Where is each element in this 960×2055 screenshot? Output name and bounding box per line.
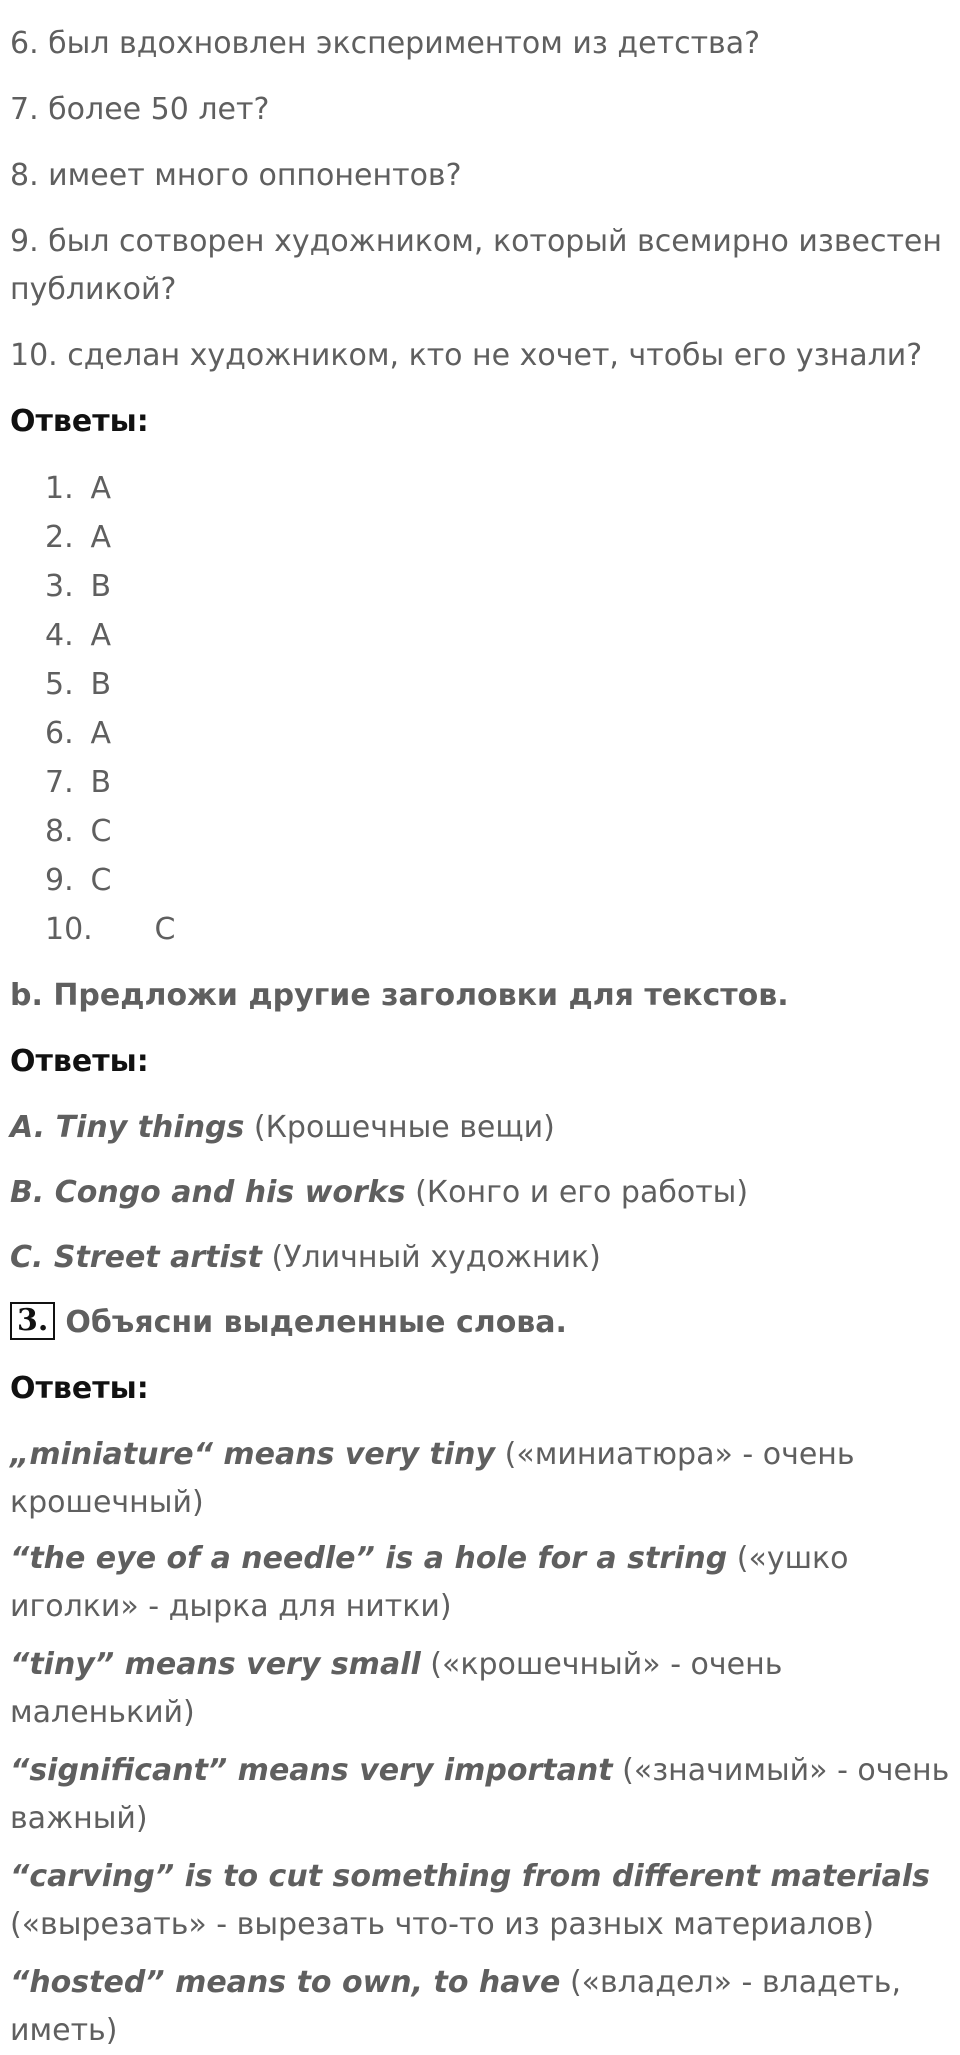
definition-item — [10, 1959, 950, 2055]
questions-section — [10, 20, 950, 380]
definition-russian: («вырезать» - вырезать что-то из разных материалов) — [10, 1907, 875, 1942]
definition-item — [10, 1431, 950, 1527]
definition-english: „miniature“ means very tiny — [10, 1437, 496, 1472]
answer-value: B — [90, 667, 112, 702]
title-russian: (Уличный художник) — [261, 1240, 601, 1275]
titles-section — [10, 1104, 950, 1282]
answers-list — [10, 464, 950, 954]
answer-value: C — [154, 912, 176, 947]
definition-russian: («крошечный» - очень маленький) — [10, 1647, 783, 1730]
definition-russian: («владел» - владеть, иметь) — [10, 1965, 901, 2048]
answer-item — [45, 562, 950, 611]
question-item: 10. сделан художником, кто не хочет, чтобы его узнали? — [10, 338, 923, 373]
answer-number: 10. — [45, 912, 93, 947]
task-3-text: Объясни выделенные слова. — [65, 1305, 567, 1340]
definition-english: “tiny” means very small — [10, 1647, 421, 1682]
answer-value: C — [90, 863, 112, 898]
definition-english: “carving” is to cut something from different materials — [10, 1859, 930, 1894]
answers-label: Ответы: — [10, 404, 149, 439]
answer-item — [45, 611, 950, 660]
task-b-heading: b. Предложи другие заголовки для текстов. — [10, 978, 789, 1013]
answer-item — [45, 758, 950, 807]
title-english: C. Street artist — [10, 1240, 262, 1275]
answer-number: 7. — [45, 765, 74, 800]
answer-value: B — [90, 765, 112, 800]
answer-number: 3. — [45, 569, 74, 604]
answer-item — [45, 905, 950, 954]
task-number-box: 3. — [10, 1302, 55, 1340]
answer-item — [45, 807, 950, 856]
definition-english: “hosted” means to own, to have — [10, 1965, 561, 2000]
definition-russian: («миниатюра» - очень крошечный) — [10, 1437, 855, 1520]
task-3-heading — [10, 1299, 950, 1347]
definition-english: “the eye of a needle” is a hole for a string — [10, 1541, 728, 1576]
page — [0, 20, 960, 2055]
answer-number: 8. — [45, 814, 74, 849]
definition-russian: («ушко иголки» - дырка для нитки) — [10, 1541, 849, 1624]
answer-item — [45, 464, 950, 513]
answer-number: 4. — [45, 618, 74, 653]
answer-item — [45, 513, 950, 562]
answer-value: A — [90, 471, 112, 506]
question-item: 6. был вдохновлен экспериментом из детства? — [10, 26, 761, 61]
question-item: 9. был сотворен художником, который всемирно известен публикой? — [10, 224, 942, 307]
answers-label: Ответы: — [10, 1371, 149, 1406]
answer-value: A — [90, 716, 112, 751]
answer-number: 9. — [45, 863, 74, 898]
definition-russian: («значимый» - очень важный) — [10, 1753, 950, 1836]
question-item: 7. более 50 лет? — [10, 92, 270, 127]
definition-item — [10, 1853, 950, 1949]
question-item: 8. имеет много оппонентов? — [10, 158, 462, 193]
title-english: A. Tiny things — [10, 1110, 245, 1145]
title-answer — [10, 1169, 950, 1217]
answer-item — [45, 856, 950, 905]
definition-item — [10, 1747, 950, 1843]
definition-item — [10, 1641, 950, 1737]
answer-number: 5. — [45, 667, 74, 702]
answer-item — [45, 660, 950, 709]
answer-value: A — [90, 520, 112, 555]
answers-label: Ответы: — [10, 1044, 149, 1079]
title-answer — [10, 1104, 950, 1152]
answer-value: A — [90, 618, 112, 653]
title-english: B. Congo and his works — [10, 1175, 406, 1210]
title-russian: (Конго и его работы) — [405, 1175, 749, 1210]
definitions-section — [10, 1431, 950, 2055]
answer-number: 1. — [45, 471, 74, 506]
definition-item — [10, 1535, 950, 1631]
answer-item — [45, 709, 950, 758]
answer-value: B — [90, 569, 112, 604]
answer-number: 2. — [45, 520, 74, 555]
definition-english: “significant” means very important — [10, 1753, 613, 1788]
title-russian: (Крошечные вещи) — [244, 1110, 555, 1145]
title-answer — [10, 1234, 950, 1282]
answer-number: 6. — [45, 716, 74, 751]
answer-value: C — [90, 814, 112, 849]
